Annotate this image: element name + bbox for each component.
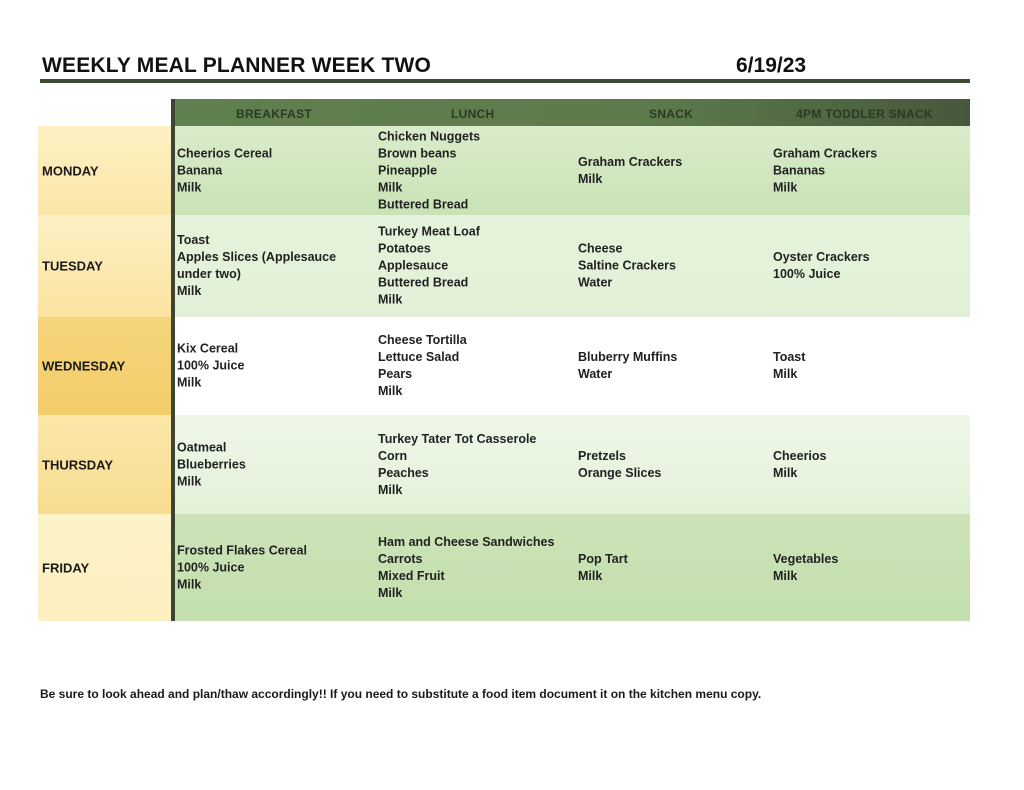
- meal-item: Ham and Cheese Sandwiches: [378, 534, 555, 549]
- meal-item: Milk: [177, 284, 202, 298]
- meal-item: Milk: [773, 465, 798, 480]
- meal-item: Kix Cereal: [177, 341, 239, 356]
- day-label-cell: [38, 317, 171, 415]
- day-label-cell: [38, 514, 171, 621]
- column-header-lunch: LUNCH: [451, 107, 495, 121]
- meal-item: Frosted Flakes Cereal: [177, 543, 307, 557]
- meal-item: Peaches: [378, 465, 429, 480]
- footer-note: Be sure to look ahead and plan/thaw accordingly!! If you need to substitute a food item document it on the kitchen menu copy.: [40, 687, 762, 701]
- meal-cell-breakfast: [177, 145, 367, 196]
- day-row-thursday: [38, 415, 970, 514]
- meal-item: Milk: [378, 384, 403, 398]
- day-meals: [175, 415, 970, 514]
- meal-item: 100% Juice: [773, 267, 841, 281]
- meal-item: Corn: [378, 448, 408, 463]
- meal-item: 100% Juice: [177, 560, 245, 574]
- meal-item: Cheerios Cereal: [177, 146, 273, 160]
- meal-item: Oyster Crackers: [773, 250, 870, 264]
- meal-item: Toast: [177, 233, 210, 247]
- meal-item: Buttered Bread: [378, 275, 469, 290]
- meal-item: Graham Crackers: [773, 146, 878, 160]
- meal-item: Saltine Crackers: [578, 258, 676, 273]
- meal-cell-breakfast: [177, 542, 367, 593]
- meal-item: Pop Tart: [578, 551, 628, 566]
- meal-item: Mixed Fruit: [378, 568, 445, 583]
- meal-item: Carrots: [378, 551, 423, 566]
- meal-item: Milk: [773, 180, 798, 194]
- meal-cell-toddler-snack: [773, 249, 963, 283]
- meal-item: Turkey Meat Loaf: [378, 224, 480, 239]
- meal-cell-lunch: [378, 224, 578, 309]
- meal-item: Cheerios: [773, 448, 827, 463]
- meal-cell-breakfast: [177, 341, 367, 392]
- meal-item: Pineapple: [378, 163, 438, 177]
- day-label: MONDAY: [42, 163, 99, 178]
- meal-item: Milk: [177, 474, 202, 488]
- day-label: FRIDAY: [42, 560, 90, 575]
- day-label: TUESDAY: [42, 258, 103, 274]
- meal-item: Milk: [177, 180, 202, 194]
- day-row-tuesday: [38, 215, 970, 317]
- meal-cell-snack: [578, 551, 768, 585]
- day-meals: [175, 215, 970, 317]
- meal-cell-snack: [578, 448, 768, 482]
- title-underline: [40, 79, 970, 83]
- meal-cell-breakfast: [177, 232, 367, 300]
- meal-item: Water: [578, 367, 613, 381]
- day-label: THURSDAY: [42, 457, 114, 472]
- meal-cell-toddler-snack: [773, 349, 963, 383]
- meal-plan-table: [38, 99, 970, 621]
- page-title: WEEKLY MEAL PLANNER WEEK TWO: [42, 54, 432, 77]
- meal-item: Banana: [177, 163, 223, 177]
- day-label: WEDNESDAY: [42, 358, 126, 374]
- day-meals: [175, 514, 970, 621]
- meal-cell-snack: [578, 349, 768, 383]
- day-row-monday: [38, 126, 970, 215]
- meal-cell-lunch: [378, 431, 578, 499]
- meal-cell-snack: [578, 154, 768, 188]
- meal-cell-toddler-snack: [773, 145, 963, 196]
- column-header-toddler-snack: 4PM TODDLER SNACK: [796, 107, 933, 121]
- meal-item: Milk: [378, 482, 403, 497]
- meal-cell-toddler-snack: [773, 448, 963, 482]
- day-label-cell: [38, 215, 171, 317]
- meal-item: Milk: [378, 180, 403, 194]
- meal-item: Pears: [378, 367, 413, 381]
- meal-item: 100% Juice: [177, 358, 245, 373]
- column-header-snack: SNACK: [649, 107, 694, 121]
- meal-item: Milk: [773, 568, 798, 583]
- meal-item: Toast: [773, 350, 806, 364]
- meal-item: Cheese: [578, 241, 623, 256]
- meal-item: Applesauce: [378, 258, 449, 273]
- planner-date: 6/19/23: [736, 54, 807, 77]
- meal-item: Milk: [578, 568, 603, 583]
- meal-item: Pretzels: [578, 448, 626, 463]
- meal-item: Milk: [177, 375, 202, 390]
- meal-item: Milk: [773, 367, 798, 381]
- meal-cell-toddler-snack: [773, 551, 963, 585]
- meal-item: Graham Crackers: [578, 154, 683, 169]
- meal-item: Chicken Nuggets: [378, 129, 481, 143]
- meal-item: Buttered Bread: [378, 197, 469, 211]
- meal-item: Oatmeal: [177, 440, 227, 454]
- column-header-breakfast: BREAKFAST: [236, 107, 313, 121]
- meal-item: Milk: [177, 577, 202, 591]
- meal-cell-lunch: [378, 332, 578, 400]
- meal-cell-breakfast: [177, 439, 367, 490]
- day-meals: [175, 126, 970, 215]
- meal-item: Water: [578, 275, 613, 290]
- meal-item: Milk: [578, 171, 603, 186]
- day-label-cell: [38, 415, 171, 514]
- meal-item: Milk: [378, 585, 403, 600]
- meal-item: Vegetables: [773, 551, 839, 566]
- meal-item: Brown beans: [378, 146, 457, 160]
- day-row-friday: [38, 514, 970, 621]
- meal-item: Turkey Tater Tot Casserole: [378, 431, 537, 446]
- day-row-wednesday: [38, 317, 970, 415]
- meal-item: Potatoes: [378, 241, 431, 256]
- meal-item: Milk: [378, 292, 403, 307]
- meal-item: Orange Slices: [578, 465, 662, 480]
- meal-item: Blueberries: [177, 457, 246, 471]
- meal-item: Bananas: [773, 163, 826, 177]
- day-label-cell: [38, 126, 171, 215]
- meal-item: Cheese Tortilla: [378, 333, 467, 347]
- column-header-row: [173, 99, 970, 126]
- meal-item: Lettuce Salad: [378, 350, 460, 364]
- day-meals: [175, 317, 970, 415]
- meal-cell-snack: [578, 241, 768, 292]
- table-divider: [171, 99, 175, 621]
- meal-item: Apples Slices (Applesauce under two): [177, 250, 337, 281]
- meal-item: Bluberry Muffins: [578, 350, 678, 364]
- meal-cell-lunch: [378, 534, 578, 602]
- meal-cell-lunch: [378, 128, 578, 213]
